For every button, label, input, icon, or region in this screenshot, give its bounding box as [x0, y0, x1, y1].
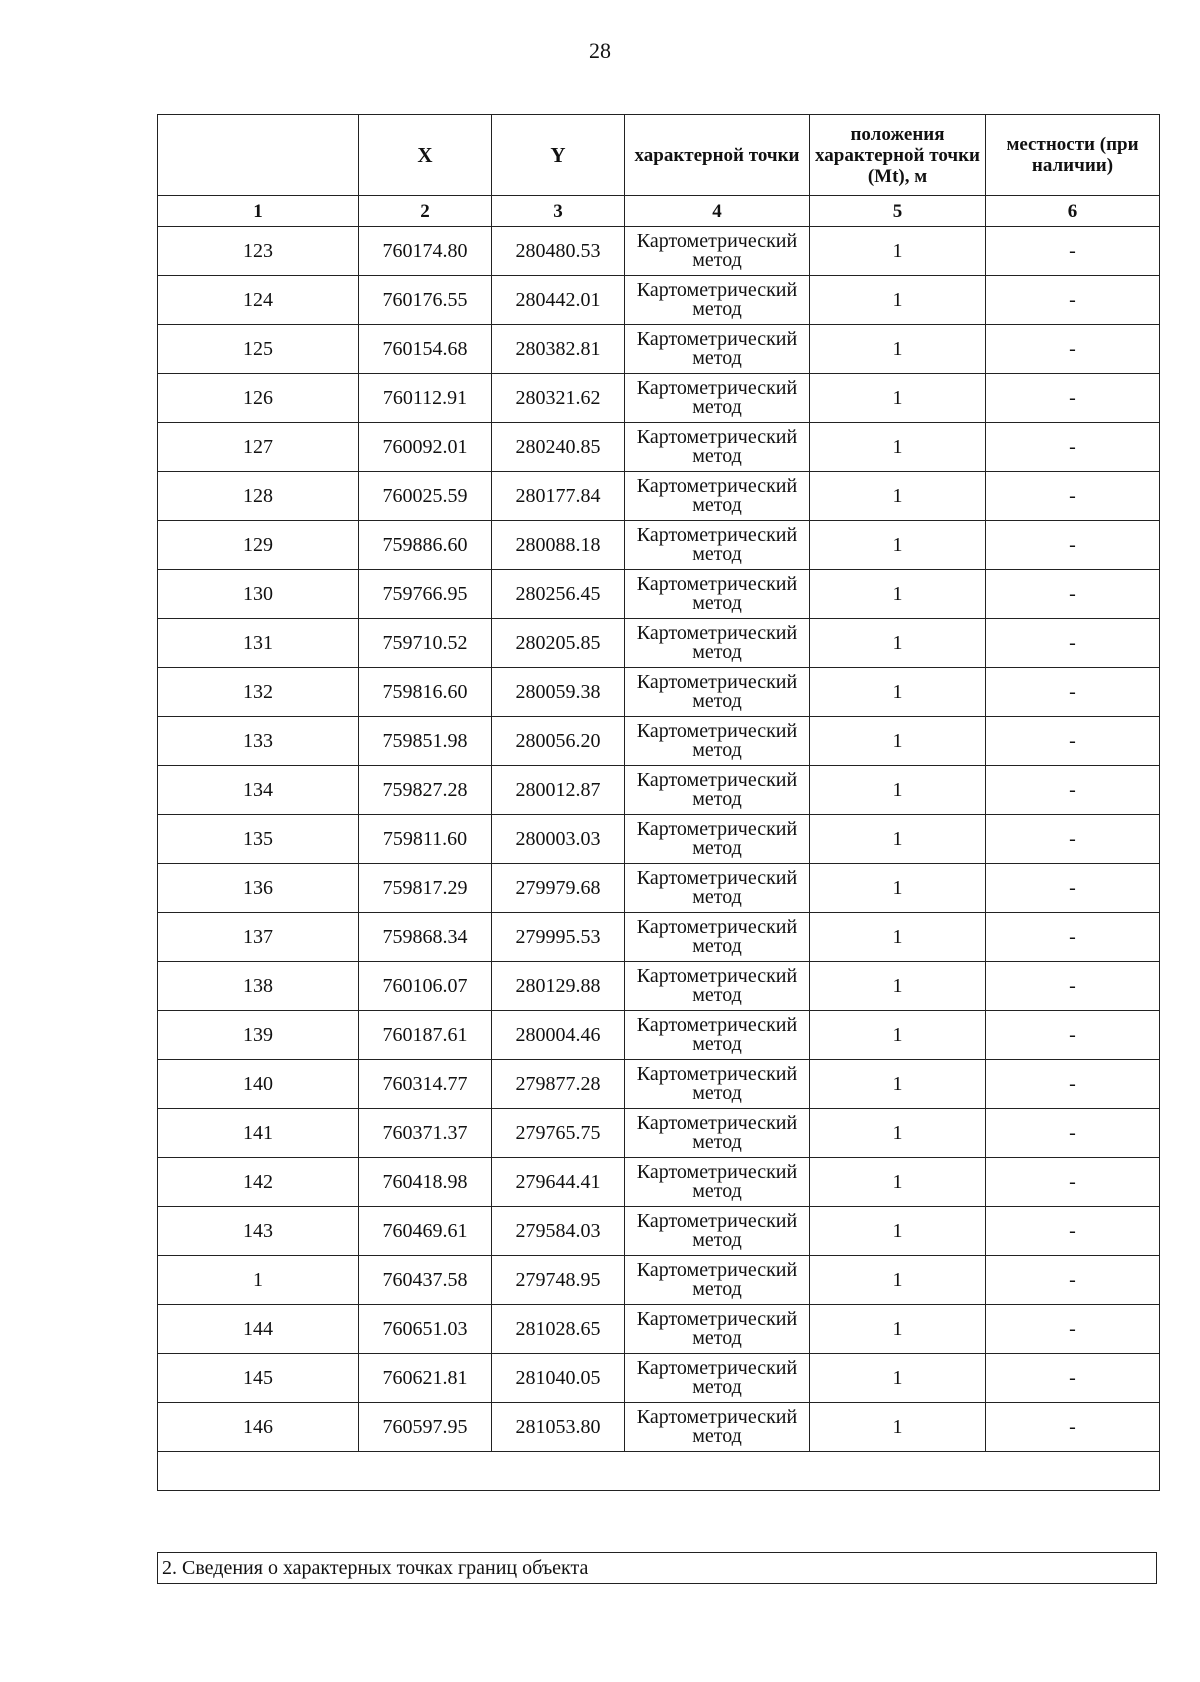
cell-point: 126	[158, 374, 359, 423]
cell-point: 146	[158, 1403, 359, 1452]
header-x: X	[359, 115, 492, 196]
cell-description: -	[986, 472, 1160, 521]
cell-method: Картометрический метод	[625, 1109, 810, 1158]
column-number: 1	[158, 196, 359, 227]
cell-description: -	[986, 1256, 1160, 1305]
table-row	[158, 1158, 1160, 1207]
cell-y: 280442.01	[492, 276, 625, 325]
cell-description: -	[986, 962, 1160, 1011]
cell-x: 759886.60	[359, 521, 492, 570]
cell-description: -	[986, 1207, 1160, 1256]
cell-x: 759827.28	[359, 766, 492, 815]
cell-x: 760112.91	[359, 374, 492, 423]
table-row	[158, 815, 1160, 864]
table-row	[158, 1256, 1160, 1305]
cell-accuracy: 1	[810, 570, 986, 619]
table-row	[158, 717, 1160, 766]
cell-point: 1	[158, 1256, 359, 1305]
cell-point: 144	[158, 1305, 359, 1354]
cell-accuracy: 1	[810, 472, 986, 521]
cell-method: Картометрический метод	[625, 717, 810, 766]
cell-point: 132	[158, 668, 359, 717]
cell-description: -	[986, 717, 1160, 766]
cell-y: 280177.84	[492, 472, 625, 521]
cell-x: 760469.61	[359, 1207, 492, 1256]
cell-y: 279995.53	[492, 913, 625, 962]
cell-y: 280056.20	[492, 717, 625, 766]
cell-description: -	[986, 374, 1160, 423]
cell-description: -	[986, 766, 1160, 815]
column-number: 4	[625, 196, 810, 227]
column-number: 5	[810, 196, 986, 227]
cell-accuracy: 1	[810, 1305, 986, 1354]
cell-x: 760371.37	[359, 1109, 492, 1158]
cell-y: 279877.28	[492, 1060, 625, 1109]
cell-x: 760621.81	[359, 1354, 492, 1403]
table-row	[158, 1011, 1160, 1060]
empty-row	[158, 1452, 1160, 1491]
cell-point: 143	[158, 1207, 359, 1256]
cell-method: Картометрический метод	[625, 423, 810, 472]
cell-method: Картометрический метод	[625, 766, 810, 815]
cell-method: Картометрический метод	[625, 374, 810, 423]
table-row	[158, 570, 1160, 619]
cell-description: -	[986, 864, 1160, 913]
cell-description: -	[986, 1158, 1160, 1207]
cell-point: 139	[158, 1011, 359, 1060]
cell-x: 759816.60	[359, 668, 492, 717]
cell-point: 137	[158, 913, 359, 962]
table-row	[158, 521, 1160, 570]
cell-x: 760176.55	[359, 276, 492, 325]
cell-accuracy: 1	[810, 1354, 986, 1403]
cell-accuracy: 1	[810, 423, 986, 472]
table-row	[158, 374, 1160, 423]
cell-y: 280088.18	[492, 521, 625, 570]
section-title: 2. Сведения о характерных точках границ объекта	[157, 1552, 1157, 1584]
cell-y: 280382.81	[492, 325, 625, 374]
cell-y: 279979.68	[492, 864, 625, 913]
cell-method: Картометрический метод	[625, 325, 810, 374]
cell-y: 279748.95	[492, 1256, 625, 1305]
cell-description: -	[986, 913, 1160, 962]
cell-method: Картометрический метод	[625, 1305, 810, 1354]
cell-method: Картометрический метод	[625, 276, 810, 325]
cell-y: 280059.38	[492, 668, 625, 717]
cell-description: -	[986, 1305, 1160, 1354]
cell-description: -	[986, 1403, 1160, 1452]
cell-point: 124	[158, 276, 359, 325]
cell-method: Картометрический метод	[625, 1354, 810, 1403]
cell-point: 127	[158, 423, 359, 472]
cell-y: 281028.65	[492, 1305, 625, 1354]
cell-y: 280205.85	[492, 619, 625, 668]
cell-accuracy: 1	[810, 227, 986, 276]
cell-accuracy: 1	[810, 276, 986, 325]
cell-method: Картометрический метод	[625, 1403, 810, 1452]
cell-accuracy: 1	[810, 962, 986, 1011]
cell-x: 760174.80	[359, 227, 492, 276]
table-row	[158, 962, 1160, 1011]
cell-accuracy: 1	[810, 619, 986, 668]
cell-method: Картометрический метод	[625, 864, 810, 913]
cell-method: Картометрический метод	[625, 227, 810, 276]
cell-accuracy: 1	[810, 1060, 986, 1109]
table-row	[158, 1354, 1160, 1403]
table-row	[158, 619, 1160, 668]
cell-method: Картометрический метод	[625, 472, 810, 521]
cell-x: 760106.07	[359, 962, 492, 1011]
cell-x: 760597.95	[359, 1403, 492, 1452]
header-method: характерной точки	[625, 115, 810, 196]
table-body	[158, 227, 1160, 1452]
cell-y: 280129.88	[492, 962, 625, 1011]
cell-method: Картометрический метод	[625, 815, 810, 864]
cell-x: 759851.98	[359, 717, 492, 766]
cell-accuracy: 1	[810, 815, 986, 864]
cell-x: 759766.95	[359, 570, 492, 619]
empty-cell	[158, 1452, 1160, 1491]
cell-y: 281053.80	[492, 1403, 625, 1452]
cell-y: 279584.03	[492, 1207, 625, 1256]
cell-y: 281040.05	[492, 1354, 625, 1403]
cell-method: Картометрический метод	[625, 1060, 810, 1109]
cell-x: 760025.59	[359, 472, 492, 521]
cell-y: 280012.87	[492, 766, 625, 815]
cell-y: 280321.62	[492, 374, 625, 423]
cell-x: 759811.60	[359, 815, 492, 864]
cell-description: -	[986, 423, 1160, 472]
cell-description: -	[986, 1011, 1160, 1060]
table-row	[158, 1207, 1160, 1256]
cell-point: 141	[158, 1109, 359, 1158]
cell-description: -	[986, 325, 1160, 374]
cell-accuracy: 1	[810, 325, 986, 374]
cell-method: Картометрический метод	[625, 1207, 810, 1256]
header-y: Y	[492, 115, 625, 196]
cell-description: -	[986, 619, 1160, 668]
cell-x: 759710.52	[359, 619, 492, 668]
cell-method: Картометрический метод	[625, 1256, 810, 1305]
cell-y: 279765.75	[492, 1109, 625, 1158]
column-number: 3	[492, 196, 625, 227]
cell-y: 279644.41	[492, 1158, 625, 1207]
cell-description: -	[986, 570, 1160, 619]
table-row	[158, 766, 1160, 815]
cell-accuracy: 1	[810, 864, 986, 913]
cell-x: 760314.77	[359, 1060, 492, 1109]
table-row	[158, 276, 1160, 325]
cell-accuracy: 1	[810, 717, 986, 766]
table-row	[158, 423, 1160, 472]
cell-point: 145	[158, 1354, 359, 1403]
coordinates-table	[157, 114, 1160, 1491]
header-point	[158, 115, 359, 196]
table-header-row	[158, 115, 1160, 196]
cell-method: Картометрический метод	[625, 521, 810, 570]
cell-point: 138	[158, 962, 359, 1011]
header-accuracy: положения характерной точки (Mt), м	[810, 115, 986, 196]
cell-description: -	[986, 1354, 1160, 1403]
cell-point: 135	[158, 815, 359, 864]
cell-point: 129	[158, 521, 359, 570]
cell-y: 280240.85	[492, 423, 625, 472]
cell-y: 280003.03	[492, 815, 625, 864]
cell-accuracy: 1	[810, 1109, 986, 1158]
page-number: 28	[589, 38, 611, 63]
cell-accuracy: 1	[810, 1158, 986, 1207]
cell-point: 142	[158, 1158, 359, 1207]
cell-description: -	[986, 227, 1160, 276]
cell-method: Картометрический метод	[625, 962, 810, 1011]
table-row	[158, 1305, 1160, 1354]
cell-accuracy: 1	[810, 1403, 986, 1452]
cell-method: Картометрический метод	[625, 668, 810, 717]
table-row	[158, 472, 1160, 521]
cell-accuracy: 1	[810, 1256, 986, 1305]
cell-description: -	[986, 815, 1160, 864]
cell-accuracy: 1	[810, 668, 986, 717]
cell-description: -	[986, 1109, 1160, 1158]
cell-accuracy: 1	[810, 521, 986, 570]
cell-point: 128	[158, 472, 359, 521]
cell-x: 759868.34	[359, 913, 492, 962]
column-number-row	[158, 196, 1160, 227]
cell-point: 125	[158, 325, 359, 374]
cell-y: 280256.45	[492, 570, 625, 619]
column-number: 6	[986, 196, 1160, 227]
cell-x: 760437.58	[359, 1256, 492, 1305]
cell-x: 759817.29	[359, 864, 492, 913]
cell-method: Картометрический метод	[625, 570, 810, 619]
cell-accuracy: 1	[810, 374, 986, 423]
cell-accuracy: 1	[810, 1207, 986, 1256]
cell-point: 140	[158, 1060, 359, 1109]
cell-description: -	[986, 276, 1160, 325]
cell-y: 280480.53	[492, 227, 625, 276]
cell-accuracy: 1	[810, 913, 986, 962]
cell-point: 134	[158, 766, 359, 815]
cell-point: 130	[158, 570, 359, 619]
cell-method: Картометрический метод	[625, 913, 810, 962]
table-row	[158, 325, 1160, 374]
cell-y: 280004.46	[492, 1011, 625, 1060]
cell-accuracy: 1	[810, 766, 986, 815]
cell-description: -	[986, 1060, 1160, 1109]
cell-x: 760154.68	[359, 325, 492, 374]
table-row	[158, 1109, 1160, 1158]
cell-x: 760187.61	[359, 1011, 492, 1060]
table-row	[158, 864, 1160, 913]
cell-x: 760092.01	[359, 423, 492, 472]
cell-point: 133	[158, 717, 359, 766]
cell-description: -	[986, 521, 1160, 570]
cell-point: 136	[158, 864, 359, 913]
cell-point: 131	[158, 619, 359, 668]
table-row	[158, 227, 1160, 276]
cell-description: -	[986, 668, 1160, 717]
column-number: 2	[359, 196, 492, 227]
cell-x: 760651.03	[359, 1305, 492, 1354]
table-row	[158, 1403, 1160, 1452]
table-row	[158, 913, 1160, 962]
header-description: местности (при наличии)	[986, 115, 1160, 196]
table-row	[158, 1060, 1160, 1109]
cell-method: Картометрический метод	[625, 619, 810, 668]
table-row	[158, 668, 1160, 717]
cell-accuracy: 1	[810, 1011, 986, 1060]
cell-x: 760418.98	[359, 1158, 492, 1207]
cell-point: 123	[158, 227, 359, 276]
cell-method: Картометрический метод	[625, 1011, 810, 1060]
cell-method: Картометрический метод	[625, 1158, 810, 1207]
